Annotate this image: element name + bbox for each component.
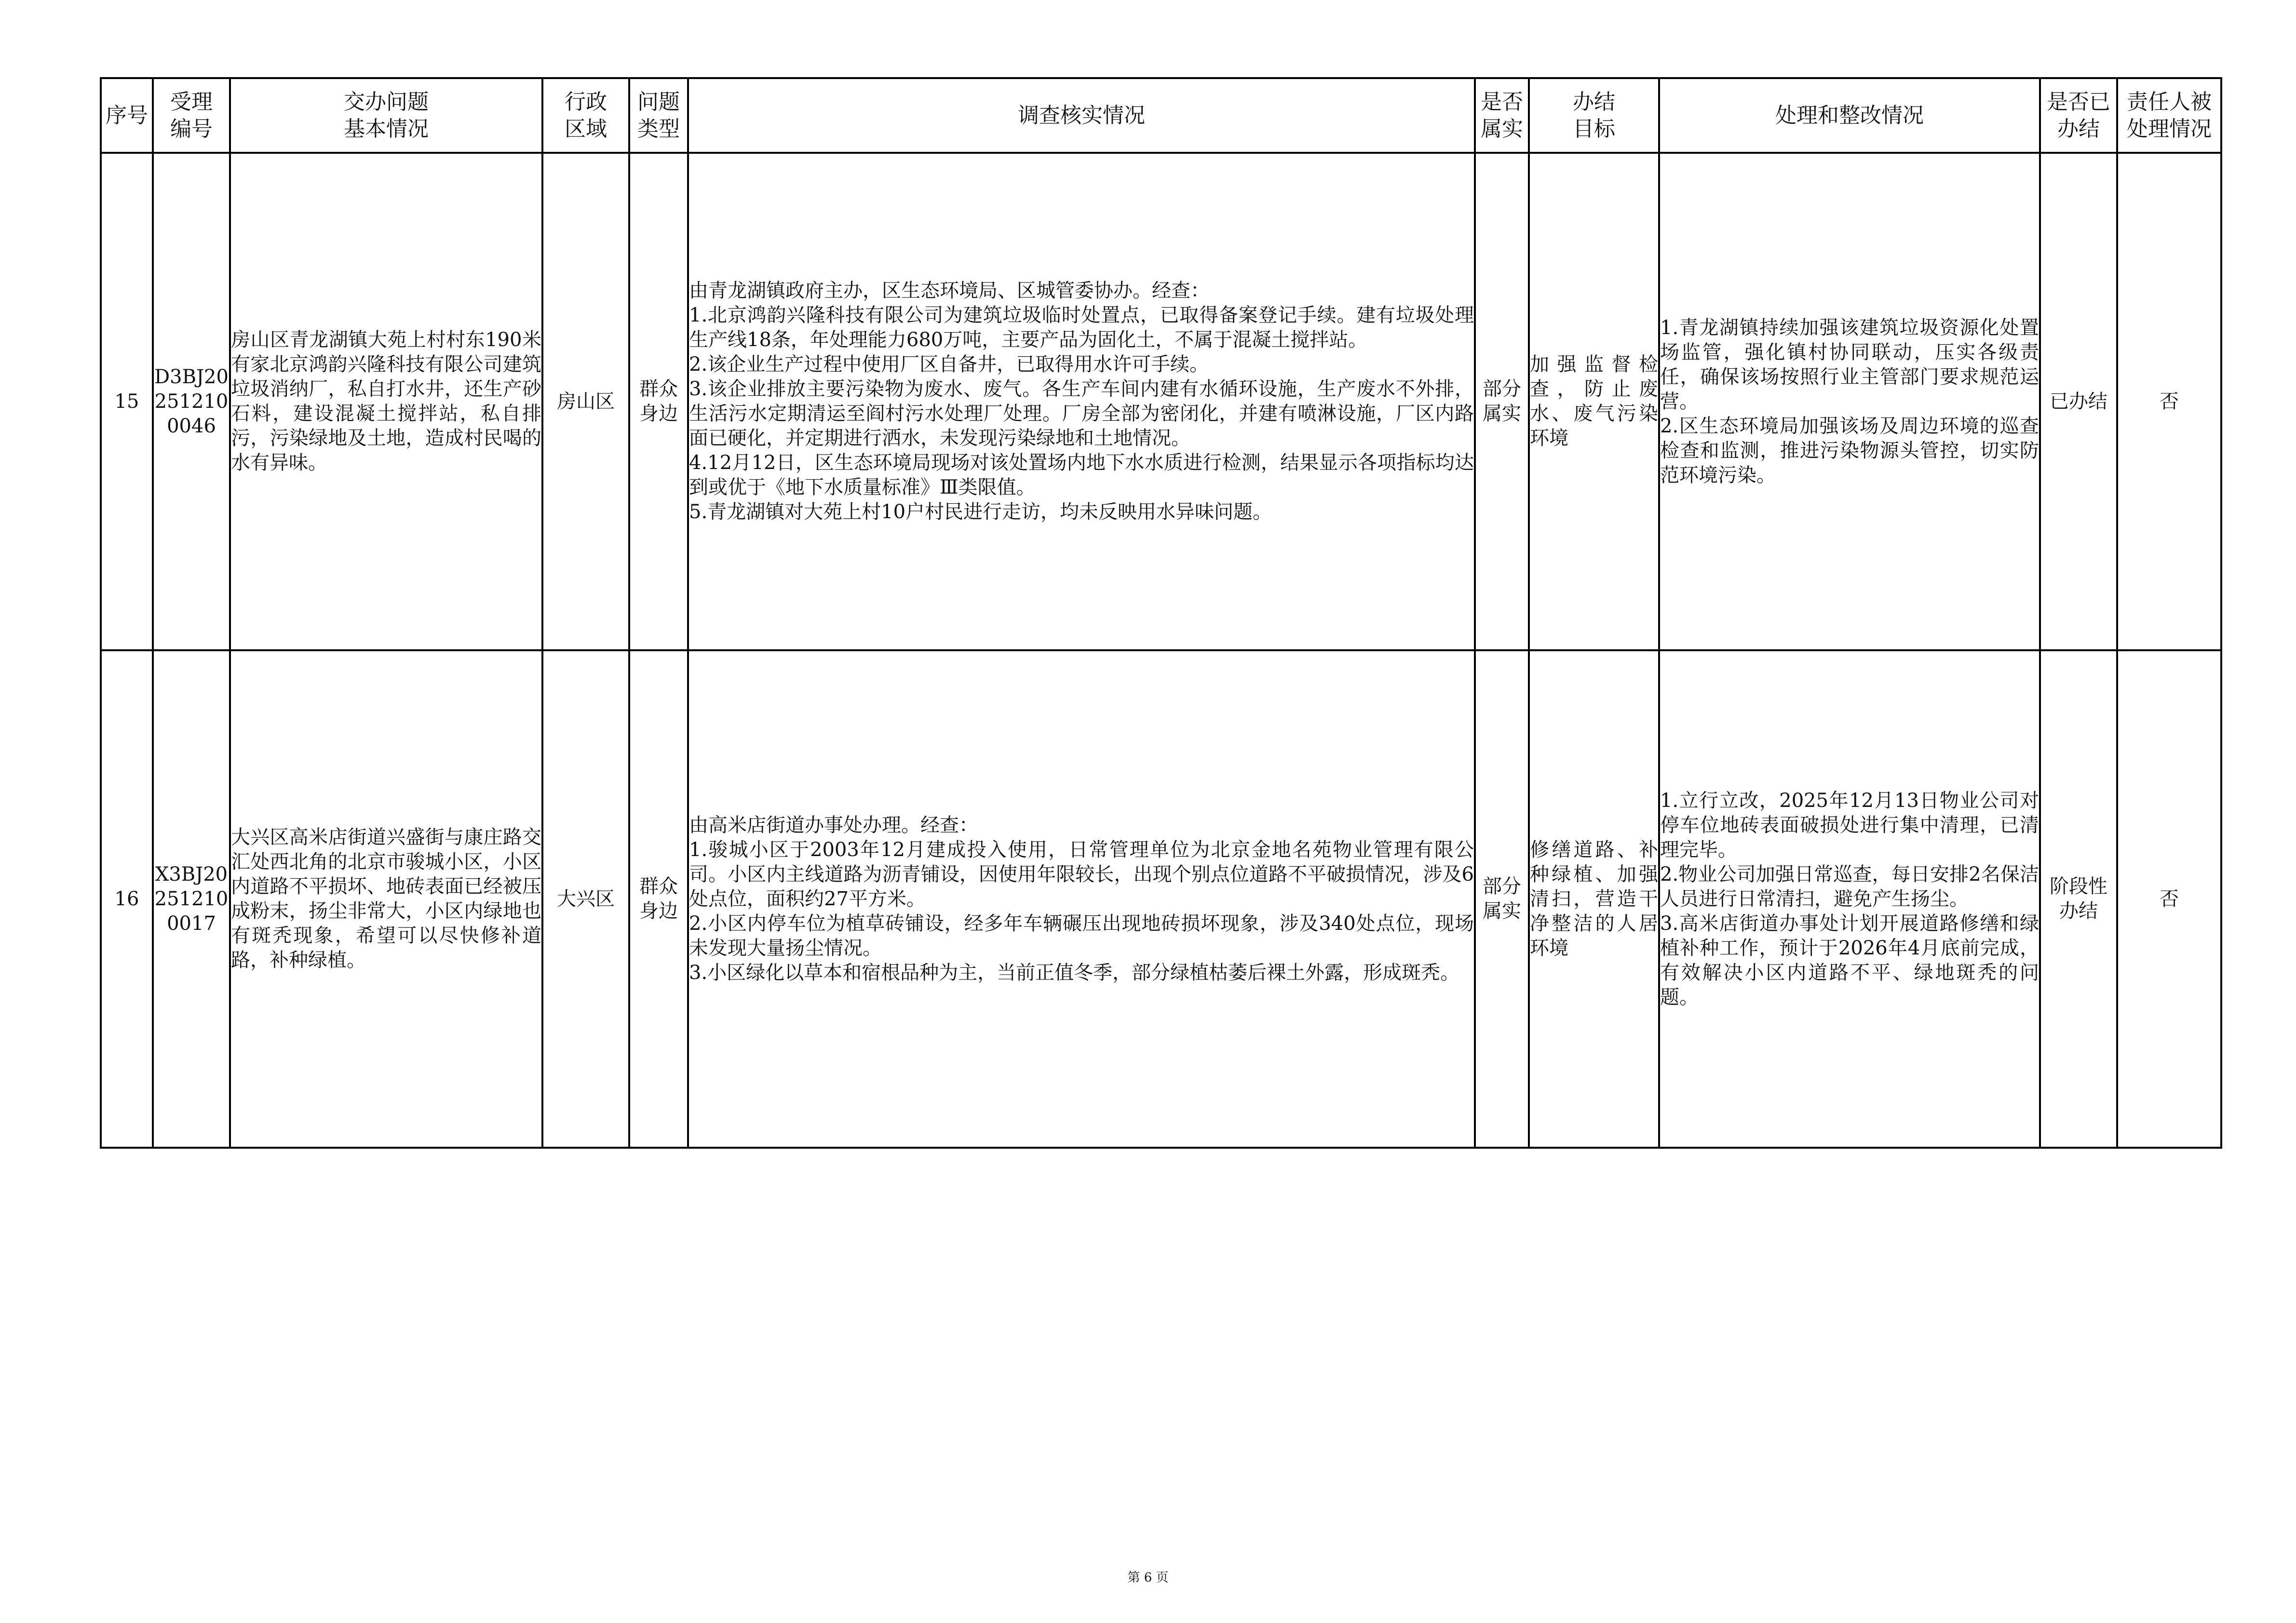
header-penalty: 责任人被 处理情况 (2117, 78, 2221, 153)
header-seq: 序号 (101, 78, 153, 153)
header-row (101, 78, 2221, 153)
row-district: 大兴区 (542, 650, 629, 1148)
header-is-true: 是否 属实 (1475, 78, 1529, 153)
header-issue: 交办问题 基本情况 (230, 78, 542, 153)
row-goal: 加强监督检查，防止废水、废气污染环境 (1529, 153, 1659, 650)
row-is-true: 部分 属实 (1475, 650, 1529, 1148)
table-row (101, 650, 2221, 1148)
row-handling: 1.立行立改，2025年12月13日物业公司对停车位地砖表面破损处进行集中清理，已清理完毕。 2.物业公司加强日常巡查，每日安排2名保洁人员进行日常清扫，避免产生扬尘。 3.高米店街道办事处计划开展道路修缮和绿植补种工作，预计于2026年4月底前完成，有效解决小区内道路不平、绿地斑秃的问题。 (1659, 650, 2040, 1148)
header-goal: 办结 目标 (1529, 78, 1659, 153)
row-penalty: 否 (2117, 650, 2221, 1148)
row-investigation: 由青龙湖镇政府主办，区生态环境局、区城管委协办。经查： 1.北京鸿韵兴隆科技有限公司为建筑垃圾临时处置点，已取得备案登记手续。建有垃圾处理生产线18条，年处理能力680万吨，主要产品为固化土，不属于混凝土搅拌站。 2.该企业生产过程中使用厂区自备井，已取得用水许可手续。 3.该企业排放主要污染物为废水、废气。各生产车间内建有水循环设施，生产废水不外排，生活污水定期清运至阎村污水处理厂处理。厂房全部为密闭化，并建有喷淋设施，厂区内路面已硬化，并定期进行洒水，未发现污染绿地和土地情况。 4.12月12日，区生态环境局现场对该处置场内地下水水质进行检测，结果显示各项指标均达到或优于《地下水质量标准》Ⅲ类限值。 5.青龙湖镇对大苑上村10户村民进行走访，均未反映用水异味问题。 (688, 153, 1475, 650)
row-seq: 16 (101, 650, 153, 1148)
row-issue: 大兴区高米店街道兴盛街与康庄路交汇处西北角的北京市骏城小区，小区内道路不平损坏、地砖表面已经被压成粉末，扬尘非常大，小区内绿地也有斑秃现象，希望可以尽快修补道路，补种绿植。 (230, 650, 542, 1148)
row-closed: 已办结 (2040, 153, 2117, 650)
supervision-table (100, 77, 2222, 1149)
row-type: 群众 身边 (629, 153, 688, 650)
header-type: 问题 类型 (629, 78, 688, 153)
header-investigation: 调查核实情况 (688, 78, 1475, 153)
row-issue: 房山区青龙湖镇大苑上村村东190米有家北京鸿韵兴隆科技有限公司建筑垃圾消纳厂，私自打水井，还生产砂石料，建设混凝土搅拌站，私自排污，污染绿地及土地，造成村民喝的水有异味。 (230, 153, 542, 650)
header-closed: 是否已 办结 (2040, 78, 2117, 153)
header-handling: 处理和整改情况 (1659, 78, 2040, 153)
table-row (101, 153, 2221, 650)
row-handling: 1.青龙湖镇持续加强该建筑垃圾资源化处置场监管，强化镇村协同联动，压实各级责任，确保该场按照行业主管部门要求规范运营。 2.区生态环境局加强该场及周边环境的巡查检查和监测，推进污染物源头管控，切实防范环境污染。 (1659, 153, 2040, 650)
header-code: 受理 编号 (153, 78, 230, 153)
row-goal: 修缮道路、补种绿植、加强清扫，营造干净整洁的人居环境 (1529, 650, 1659, 1148)
row-code: D3BJ202512100046 (153, 153, 230, 650)
header-district: 行政 区域 (542, 78, 629, 153)
row-district: 房山区 (542, 153, 629, 650)
row-code: X3BJ202512100017 (153, 650, 230, 1148)
row-seq: 15 (101, 153, 153, 650)
row-investigation: 由高米店街道办事处办理。经查： 1.骏城小区于2003年12月建成投入使用，日常管理单位为北京金地名苑物业管理有限公司。小区内主线道路为沥青铺设，因使用年限较长，出现个别点位道路不平破损情况，涉及6处点位，面积约27平方米。 2.小区内停车位为植草砖铺设，经多年车辆碾压出现地砖损坏现象，涉及340处点位，现场未发现大量扬尘情况。 3.小区绿化以草本和宿根品种为主，当前正值冬季，部分绿植枯萎后裸土外露，形成斑秃。 (688, 650, 1475, 1148)
row-type: 群众 身边 (629, 650, 688, 1148)
row-closed: 阶段性 办结 (2040, 650, 2117, 1148)
page-number: 第 6 页 (1127, 1570, 1169, 1585)
row-penalty: 否 (2117, 153, 2221, 650)
row-is-true: 部分 属实 (1475, 153, 1529, 650)
